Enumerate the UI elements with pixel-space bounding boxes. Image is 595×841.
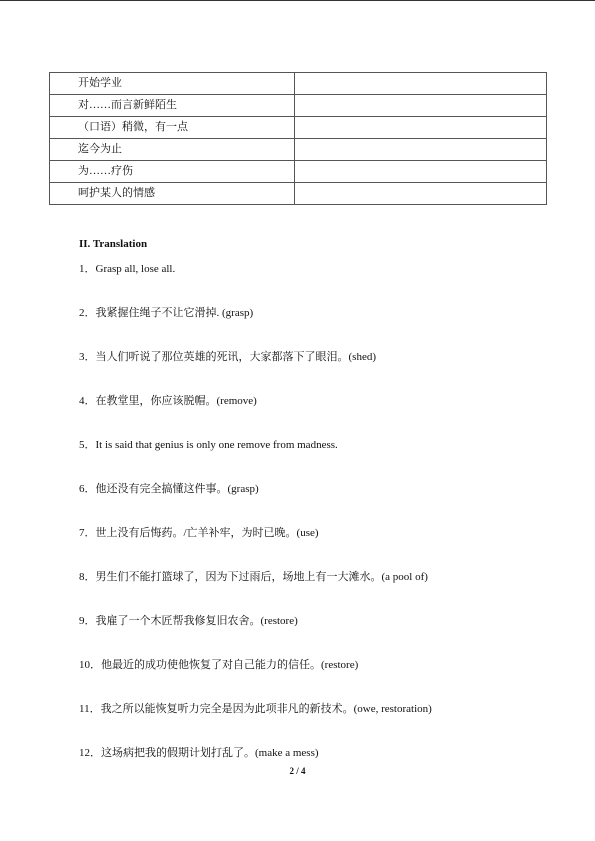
table-row bbox=[50, 139, 547, 161]
phrase-cell: 对……而言新鲜陌生 bbox=[50, 95, 295, 117]
translation-item: 10．他最近的成功使他恢复了对自己能力的信任。(restore) bbox=[79, 659, 359, 671]
translation-item: 2．我紧握住绳子不让它滑掉. (grasp) bbox=[79, 307, 254, 319]
answer-cell bbox=[295, 139, 547, 161]
translation-item: 7．世上没有后悔药。/亡羊补牢，为时已晚。(use) bbox=[79, 527, 319, 539]
translation-item: 3．当人们听说了那位英雄的死讯，大家都落下了眼泪。(shed) bbox=[79, 351, 376, 363]
answer-cell bbox=[295, 183, 547, 205]
translation-item: 5．It is said that genius is only one remove from madness. bbox=[79, 439, 338, 451]
answer-cell bbox=[295, 95, 547, 117]
translation-item: 8．男生们不能打篮球了，因为下过雨后，场地上有一大滩水。(a pool of) bbox=[79, 571, 428, 583]
table-row bbox=[50, 95, 547, 117]
vocabulary-table bbox=[49, 72, 547, 205]
phrase-cell: 迄今为止 bbox=[50, 139, 295, 161]
answer-cell bbox=[295, 161, 547, 183]
top-rule bbox=[0, 0, 595, 1]
translation-item: 11．我之所以能恢复听力完全是因为此项非凡的新技术。(owe, restoration) bbox=[79, 703, 432, 715]
table-row bbox=[50, 73, 547, 95]
answer-cell bbox=[295, 73, 547, 95]
section-heading: II. Translation bbox=[79, 238, 148, 250]
translation-item: 6．他还没有完全搞懂这件事。(grasp) bbox=[79, 483, 259, 495]
translation-item: 4．在教堂里，你应该脱帽。(remove) bbox=[79, 395, 257, 407]
phrase-cell: 为……疗伤 bbox=[50, 161, 295, 183]
answer-cell bbox=[295, 117, 547, 139]
phrase-cell: 开始学业 bbox=[50, 73, 295, 95]
table-row bbox=[50, 161, 547, 183]
phrase-cell: （口语）稍微，有一点 bbox=[50, 117, 295, 139]
translation-item: 9．我雇了一个木匠帮我修复旧农舍。(restore) bbox=[79, 615, 298, 627]
translation-item: 1．Grasp all, lose all. bbox=[79, 263, 176, 275]
translation-item: 12．这场病把我的假期计划打乱了。(make a mess) bbox=[79, 747, 319, 759]
page-number: 2 / 4 bbox=[289, 766, 306, 776]
table-row bbox=[50, 117, 547, 139]
phrase-cell: 呵护某人的情感 bbox=[50, 183, 295, 205]
table-row bbox=[50, 183, 547, 205]
